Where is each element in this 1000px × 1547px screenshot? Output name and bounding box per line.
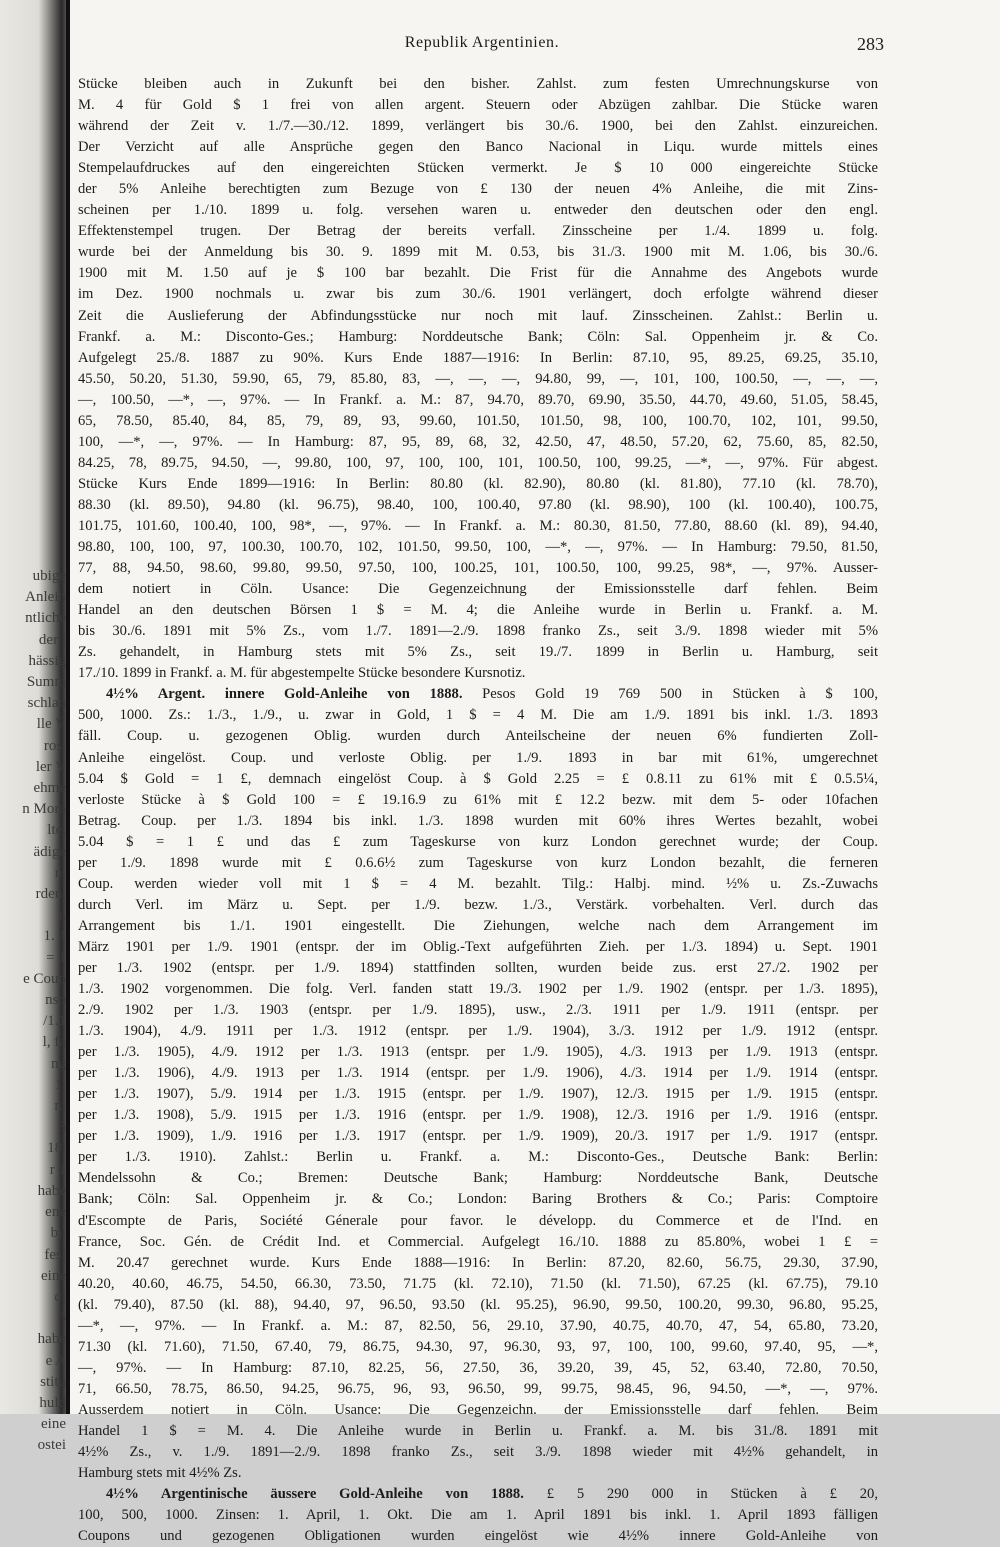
body-text <box>78 74 878 1547</box>
text-line: Mendelssohn & Co.; Bremen: Deutsche Bank; Hamburg: Norddeutsche Bank, Deutsche <box>78 1170 878 1187</box>
text-line: Zeit die Auslieferung der Abfindungsstücke nur noch mit lauf. Zinsscheinen. Zahlst.: Berlin u. <box>78 307 878 324</box>
gutter-fragment: di <box>54 1288 66 1305</box>
text-line: 71, 66.50, 78.75, 86.50, 94.25, 96.75, 96, 93, 96.50, 99, 99.75, 98.45, 96, 94.50, —*, —, 97%. <box>78 1380 878 1397</box>
section-title-continuation: Pesos Gold 19 769 500 in Stücken à $ 100, <box>482 686 878 703</box>
gutter-fragment: ros. <box>43 737 66 754</box>
text-line: 5.04 $ Gold = 1 £, demnach eingelöst Coup. à $ Gold 2.25 = £ 0.8.11 zu 61% mit £ 0.5.5¼, <box>78 770 878 787</box>
gutter-fragment: /1.1 <box>43 1013 66 1030</box>
text-line: Ausserdem notiert in Cöln. Usance: Die Gegenzeichn. der Emissionsstelle darf fehlen. Beim <box>78 1401 878 1418</box>
gutter-fragment: der i <box>38 631 66 648</box>
text-line: Coupons und gezogenen Obligationen wurden eingelöst wie 4½% innere Gold-Anleihe von <box>78 1528 878 1545</box>
gutter-fragment: stitu <box>40 1373 66 1390</box>
text-line: —, 97%. — In Hamburg: 87.10, 82.25, 56, 27.50, 36, 39.20, 39, 45, 52, 63.40, 72.80, 70.50, <box>78 1359 878 1376</box>
gutter-fragment: 18. <box>47 1140 66 1157</box>
text-line: —, 100.50, —*, —, 97%. — In Frankf. a. M.: 87, 94.70, 89.70, 69.90, 35.50, 44.70, 49.60, 51.05, 58.45, <box>78 391 878 408</box>
text-line: 100, 500, 1000. Zinsen: 1. April, 1. Okt. Die am 1. April 1891 bis inkl. 1. April 1893 fälligen <box>78 1507 878 1524</box>
text-line: 40.20, 40.60, 46.75, 54.50, 66.30, 73.50, 71.75 (kl. 72.10), 71.50 (kl. 71.50), 67.25 (kl. 67.75), 79.10 <box>78 1275 878 1292</box>
gutter-fragment: fest <box>44 1246 66 1263</box>
text-line: Arrangement bis 1./1. 1901 eingestellt. Die Ziehungen, welche nach dem Arrangement im <box>78 917 878 934</box>
gutter-fragment: ene <box>45 1204 66 1221</box>
gutter-fragment: e Coup <box>23 970 66 987</box>
gutter-fragment: ler V <box>35 758 66 775</box>
text-line: 1./3. 1902 vorgenommen. Die folg. Verl. fanden statt 19./3. 1902 per 1./9. 1902 (entspr. per 1./3. 1895), <box>78 981 878 998</box>
text-line: Coup. werden wieder voll mit 1 $ = 4 M. bezahlt. Tilg.: Halbj. mind. ½% u. Zs.-Zuwachs <box>78 875 878 892</box>
gutter-fragment: ubige <box>32 568 66 584</box>
text-line: Handel an den deutschen Börsen 1 $ = M. 4; die Anleihe wurde in Berlin u. Frankf. a. M. <box>78 602 878 619</box>
text-line: Handel 1 $ = M. 4. Die Anleihe wurde in Berlin u. Frankf. a. M. bis 31./8. 1891 mit <box>78 1423 878 1439</box>
gutter-fragment: n Mora <box>22 801 66 818</box>
gutter-fragment: ostei <box>37 1437 66 1454</box>
text-line: 4½% Zs., v. 1./9. 1891—2./9. 1898 franko Zs., seit 3./9. 1898 wieder mit 4½% gehandelt, in <box>78 1444 878 1461</box>
section-title: 4½% Argentinische äussere Gold-Anleihe von 1888. <box>106 1486 524 1503</box>
gutter-fragment: 1. 1 <box>43 928 66 945</box>
gutter-fragment: ntliche <box>25 610 66 627</box>
text-line: verloste Stücke à $ Gold 100 = £ 19.16.9 zu 61% mit £ 12.2 bezw. mit dem 5- oder 10fachen <box>78 791 878 808</box>
text-line: d'Escompte de Paris, Société Génerale pour favor. le développ. du Commerce et de l'Ind. en <box>78 1212 878 1229</box>
text-line: Anleihe eingelöst. Coup. und verloste Oblig. per 1./9. 1893 in bar mit 61%, umgerechnet <box>78 749 878 766</box>
text-line: M. 20.47 gerechnet wurde. Kurs Ende 1888—1916: In Berlin: 87.20, 82.60, 56.75, 29.30, 37.90, <box>78 1254 878 1271</box>
gutter-fragment: ehme <box>33 780 66 797</box>
page-header <box>86 34 884 60</box>
section-heading-line <box>78 684 878 705</box>
text-line: 98.80, 100, 100, 97, 100.30, 100.70, 102, 101.50, 99.50, 100, —*, —, 97%. — In Hamburg: 79.50, 81.50, <box>78 539 878 556</box>
text-line: 101.75, 101.60, 100.40, 100, 98*, —, 97%. — In Frankf. a. M.: 80.30, 81.50, 77.80, 88.60 (kl. 89), 94.40, <box>78 517 878 534</box>
gutter-fragment: lte, <box>47 822 66 839</box>
text-line: per 1./3. 1907), 5./9. 1914 per 1./3. 1915 (entspr. per 1./9. 1907), 12./3. 1915 per 1./9. 1915 (entspr. <box>78 1086 878 1103</box>
text-line: Bank; Cöln: Sal. Oppenheim jr. & Co.; London: Baring Brothers & Co.; Paris: Comptoire <box>78 1191 878 1208</box>
text-line: durch Verl. im März u. Sept. per 1./9. bezw. 1./3., Verstärk. vorbehalten. Verl. durch das <box>78 896 878 913</box>
gutter-fragment: l, fa <box>42 1034 66 1051</box>
text-line: 17./10. 1899 in Frankf. a. M. für abgestempelte Stücke besondere Kursnotiz. <box>78 665 526 682</box>
text-line: 1900 mit M. 1.50 auf je $ 100 bar bezahlt. Die Frist für die Annahme des Angebots wurde <box>78 265 878 282</box>
text-line: Aufgelegt 25./8. 1887 zu 90%. Kurs Ende 1887—1916: In Berlin: 87.10, 95, 89.25, 69.25, 35.10, <box>78 349 878 366</box>
text-line: 2./9. 1902 per 1./3. 1903 (entspr. per 1./9. 1895), usw., 2./3. 1911 per 1./9. 1911 (entspr. per <box>78 1002 878 1019</box>
gutter-fragment: nt <box>54 1098 66 1115</box>
text-line: per 1./3. 1902 (entspr. per 1./9. 1894) stattfinden sollten, wurden beide zus. erst 27./2. 1902 per <box>78 959 878 976</box>
text-line: scheinen per 1./10. 1899 u. folg. versehen waren u. entweder den deutschen oder den engl. <box>78 202 878 219</box>
text-line: per 1./3. 1906), 4./9. 1913 per 1./3. 1914 (entspr. per 1./9. 1906), 4./3. 1914 per 1./9. 1914 (entspr. <box>78 1065 878 1082</box>
text-line: 84.25, 78, 89.75, 94.50, —, 99.80, 100, 97, 100, 100, 101, 100.50, 100, 99.25, —*, —, 97%. Für abgest. <box>78 454 878 471</box>
text-line: Betrag. Coup. per 1./3. 1894 bis inkl. 1./3. 1898 wurden mit 60% ihres Wertes bezahlt, wobei <box>78 812 878 829</box>
running-head: Republik Argentinien. <box>404 34 560 51</box>
text-line: France, Soc. Gén. de Crédit Ind. et Commercial. Aufgelegt 16./10. 1888 zu 85.80%, wobei 1 £ = <box>78 1233 878 1250</box>
gutter-fragment: 1. <box>54 1076 66 1093</box>
gutter-fragment: bj. <box>50 1225 66 1242</box>
text-line: per 1./3. 1908), 5./9. 1915 per 1./3. 1916 (entspr. per 1./9. 1908), 12./3. 1916 per 1./9. 1916 (entspr. <box>78 1107 878 1124</box>
text-line: Effektenstempel trugen. Der Betrag der bereits verfall. Zinsscheine per 1./4. 1899 u. folg. <box>78 223 878 240</box>
text-line: wurde bei der Anmeldung bis 30. 9. 1899 mit M. 0.53, bis 31./3. 1900 mit M. 1.06, bis 30./6. <box>78 244 878 261</box>
gutter-fragment: schlan <box>27 695 66 712</box>
text-line: per 1./3. 1910). Zahlst.: Berlin u. Frankf. a. M.: Disconto-Ges., Deutsche Bank: Berlin: <box>78 1149 878 1166</box>
text-line: —*, —, 97%. — In Frankf. a. M.: 87, 82.50, 56, 29.10, 37.90, 40.75, 40.70, 47, 54, 65.80, 73.20, <box>78 1317 878 1334</box>
text-line: Frankf. a. M.: Disconto-Ges.; Hamburg: Norddeutsche Bank; Cöln: Sal. Oppenheim jr. & Co. <box>78 328 878 345</box>
gutter-fragment: ng <box>51 1055 66 1072</box>
gutter-fragment: habe <box>37 1331 66 1348</box>
gutter-fragment: ädige <box>33 843 66 860</box>
text-line: Stücke Kurs Ende 1899—1916: In Berlin: 80.80 (kl. 82.90), 80.80 (kl. 81.80), 77.10 (kl. 78.70), <box>78 475 878 492</box>
text-line: 100, —*, —, 97%. — In Hamburg: 87, 95, 89, 68, 32, 42.50, 47, 48.50, 57.20, 62, 75.60, 85, 82.50, <box>78 433 878 450</box>
gutter-fragment: huld <box>39 1394 66 1411</box>
page-fold <box>66 0 70 1414</box>
text-line: per 1./3. 1909), 1./9. 1916 per 1./3. 1917 (entspr. per 1./9. 1909), 20./3. 1917 per 1./9. 1917 (entspr. <box>78 1128 878 1145</box>
text-line: per 1./3. 1905), 4./9. 1912 per 1./3. 1913 (entspr. per 1./9. 1905), 4./3. 1913 per 1./9. 1913 (entspr. <box>78 1044 878 1061</box>
text-line: 1./3. 1904), 4./9. 1911 per 1./3. 1912 (entspr. per 1./9. 1904), 3./3. 1912 per 1./9. 1912 (entspr. <box>78 1023 878 1040</box>
gutter-fragment: ), <box>57 907 66 924</box>
gutter-fragment: Anleih <box>25 589 66 606</box>
text-line: dem notiert in Cöln. Usance: Die Gegenzeichnung der Emissionsstelle darf fehlen. Beim <box>78 581 878 598</box>
gutter-fragment: eine <box>41 1267 66 1284</box>
gutter-fragment: eine <box>41 1416 66 1433</box>
gutter-fragment: 5 <box>58 1119 66 1136</box>
gutter-fragment: r 1 <box>49 1161 66 1178</box>
gutter-fragment: = 1 <box>46 949 66 966</box>
text-line: 45.50, 50.20, 51.30, 59.90, 65, 79, 85.80, 83, —, —, —, 94.80, 99, —, 101, 100, 100.50, —, —, —, <box>78 370 878 387</box>
text-line: 71.30 (kl. 71.60), 71.50, 67.40, 79, 86.75, 94.30, 97, 96.30, 93, 97, 100, 100, 99.60, 97.40, 95, —*, <box>78 1338 878 1355</box>
text-line: bis 30./6. 1891 mit 5% Zs., vom 1./7. 1891—2./9. 1898 franko Zs., seit 3./9. 1898 wieder mit 5% <box>78 623 878 640</box>
text-line: während der Zeit v. 1./7.—30./12. 1899, verlängert bis 30./6. 1900, bei den Zahlst. einzureichen. <box>78 118 878 135</box>
text-line: März 1901 per 1./9. 1901 (entspr. der im Oblig.-Text aufgeführten Zieh. per 1./3. 1894) u. Sept. 1901 <box>78 938 878 955</box>
text-line: 65, 78.50, 85.40, 84, 85, 79, 89, 93, 99.60, 101.50, 101.50, 98, 100, 100.70, 102, 101, 99.50, <box>78 412 878 429</box>
text-line: 88.30 (kl. 89.50), 94.80 (kl. 96.75), 98.40, 100, 100.40, 97.80 (kl. 98.90), 100 (kl. 100.40), 100.75, <box>78 496 878 513</box>
facing-page-fragments <box>0 566 66 1457</box>
page-number: 283 <box>857 34 884 54</box>
text-line: im Dez. 1900 nochmals u. zwar bis zum 30./6. 1901 verlängert, doch erfolgte während dieser <box>78 286 878 303</box>
section-continued <box>78 74 878 684</box>
text-line: per 1./9. 1898 wurde mit £ 0.6.6½ zum Tageskurse von kurz London bezahlt, die ferneren <box>78 854 878 871</box>
text-line: M. 4 für Gold $ 1 frei von allen argent. Steuern oder Abzügen zahlbar. Die Stücke waren <box>78 97 878 114</box>
text-line: Hamburg stets mit 4½% Zs. <box>78 1465 242 1482</box>
text-line: Stücke bleiben auch in Zukunft bei den bisher. Zahlst. zum festen Umrechnungskurse von <box>78 76 878 92</box>
section-title: 4½% Argent. innere Gold-Anleihe von 1888. <box>106 686 463 703</box>
text-line: Der Verzicht auf alle Ansprüche gegen den Banco Nacional in Liqu. wurde mittels eines <box>78 139 878 156</box>
gutter-fragment: rden. <box>35 886 66 903</box>
gutter-fragment: lle V <box>36 716 66 733</box>
text-line: fäll. Coup. u. gezogenen Oblig. wurden durch Anteilscheine der neuen 6% fundierten Zoll- <box>78 728 878 745</box>
section-argent-innere-gold-anleihe <box>78 684 878 1484</box>
text-line: 500, 1000. Zs.: 1./3., 1./9., u. zwar in Gold, 1 $ = 4 M. Die am 1./9. 1891 bis inkl. 1./3. 1893 <box>78 707 878 724</box>
text-line: der 5% Anleihe berechtigten zum Bezuge von £ 130 der neuen 4% Anleihe, die mit Zins- <box>78 181 878 198</box>
gutter-fragment: hässig <box>28 652 66 669</box>
text-line: 5.04 $ = 1 £ und das £ zum Tageskurse von kurz London gerechnet wurde; der Coup. <box>78 833 878 850</box>
gutter-fragment: e A <box>45 1352 66 1369</box>
text-line: (kl. 79.40), 87.50 (kl. 88), 94.40, 97, 96.50, 93.50 (kl. 95.25), 96.90, 99.50, 100.20, 99.30, 96.80, 95.25, <box>78 1296 878 1313</box>
gutter-fragment: habe <box>37 1182 66 1199</box>
section-title-continuation: £ 5 290 000 in Stücken à £ 20, <box>546 1486 878 1503</box>
text-line: 77, 88, 94.50, 98.60, 99.80, 99.50, 97.50, 100, 100.25, 101, 100.50, 100, 99.25, 98*, —, 97%. Ausser- <box>78 560 878 577</box>
text-line: Stempelaufdruckes auf den eingereichten Stücken vermerkt. Je $ 10 000 eingereichte Stücke <box>78 160 878 177</box>
gutter-fragment: Summ <box>26 674 66 691</box>
section-heading-line <box>78 1484 878 1505</box>
section-argent-aeussere-gold-anleihe <box>78 1484 878 1547</box>
gutter-fragment: nso <box>45 992 66 1009</box>
gutter-fragment: 5 <box>58 1310 66 1327</box>
gutter-fragment: n. <box>54 864 66 881</box>
text-line: Zs. gehandelt, in Hamburg stets mit 5% Zs., seit 19./7. 1899 in Berlin u. Hamburg, seit <box>78 644 878 661</box>
